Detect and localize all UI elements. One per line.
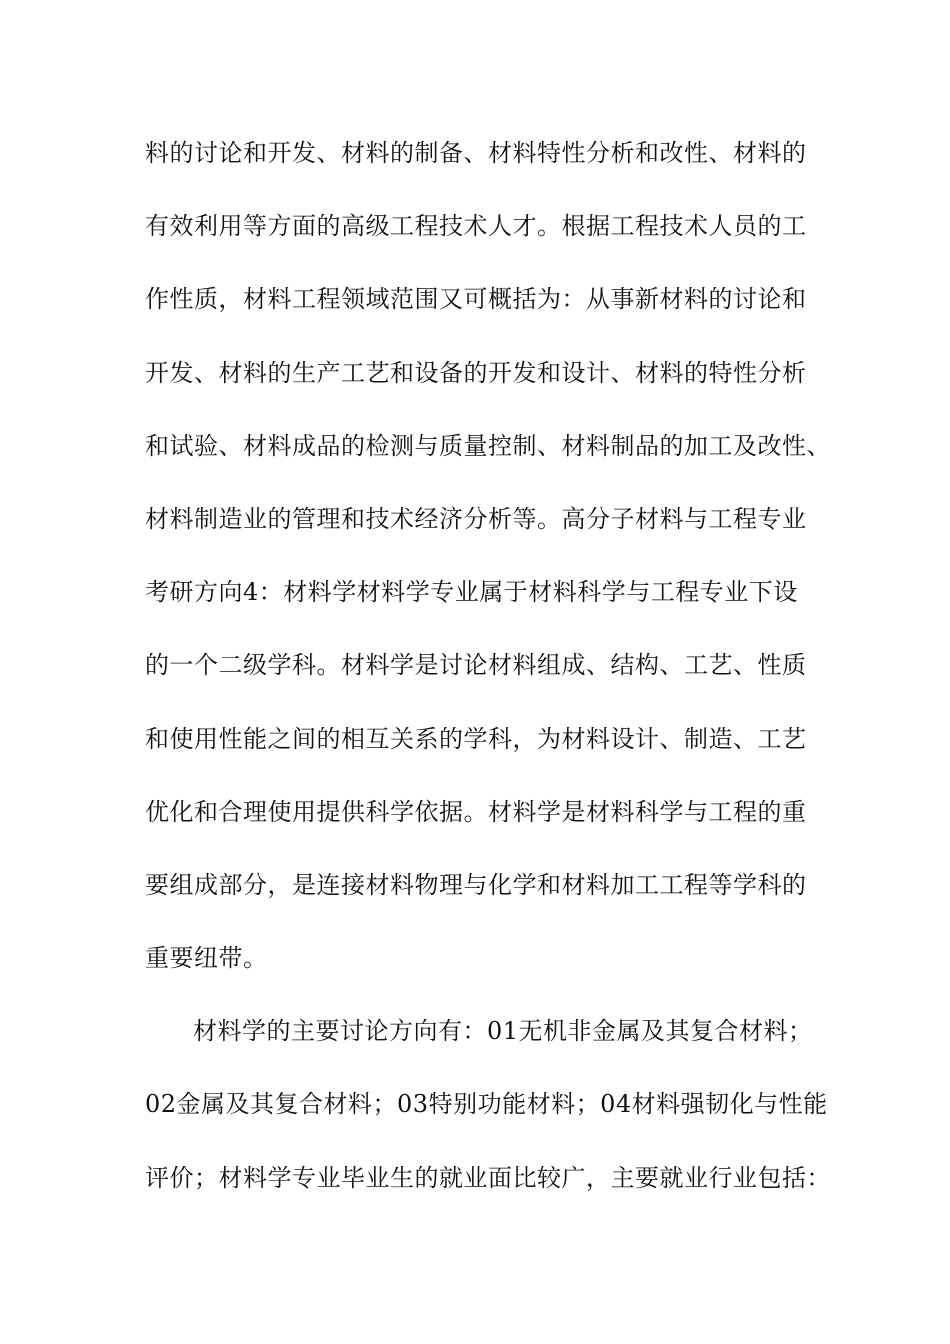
text-line: 和试验、材料成品的检测与质量控制、材料制品的加工及改性、 [145, 431, 831, 460]
document-body [145, 133, 831, 1231]
text-line: 评价；材料学专业毕业生的就业面比较广，主要就业行业包括： [145, 1163, 831, 1192]
text-line: 作性质，材料工程领域范围又可概括为：从事新材料的讨论和 [145, 285, 807, 314]
text-line: 的一个二级学科。材料学是讨论材料组成、结构、工艺、性质 [145, 651, 807, 680]
text-line: 重要纽带。 [145, 944, 268, 973]
text-line: 优化和合理使用提供科学依据。材料学是材料科学与工程的重 [145, 797, 807, 826]
text-line: 材料制造业的管理和技术经济分析等。高分子材料与工程专业 [145, 504, 807, 533]
text-line: 和使用性能之间的相互关系的学科，为材料设计、制造、工艺 [145, 724, 807, 753]
text-line: 考研方向4：材料学材料学专业属于材料科学与工程专业下设 [145, 578, 798, 607]
text-line: 要组成部分，是连接材料物理与化学和材料加工工程等学科的 [145, 870, 807, 899]
paragraph-start-line: 材料学的主要讨论方向有：01无机非金属及其复合材料； [193, 1017, 813, 1046]
text-line: 开发、材料的生产工艺和设备的开发和设计、材料的特性分析 [145, 358, 807, 387]
text-line: 料的讨论和开发、材料的制备、材料特性分析和改性、材料的 [145, 139, 807, 167]
text-line: 有效利用等方面的高级工程技术人才。根据工程技术人员的工 [145, 212, 807, 241]
text-line: 02金属及其复合材料；03特别功能材料；04材料强韧化与性能 [145, 1090, 828, 1119]
